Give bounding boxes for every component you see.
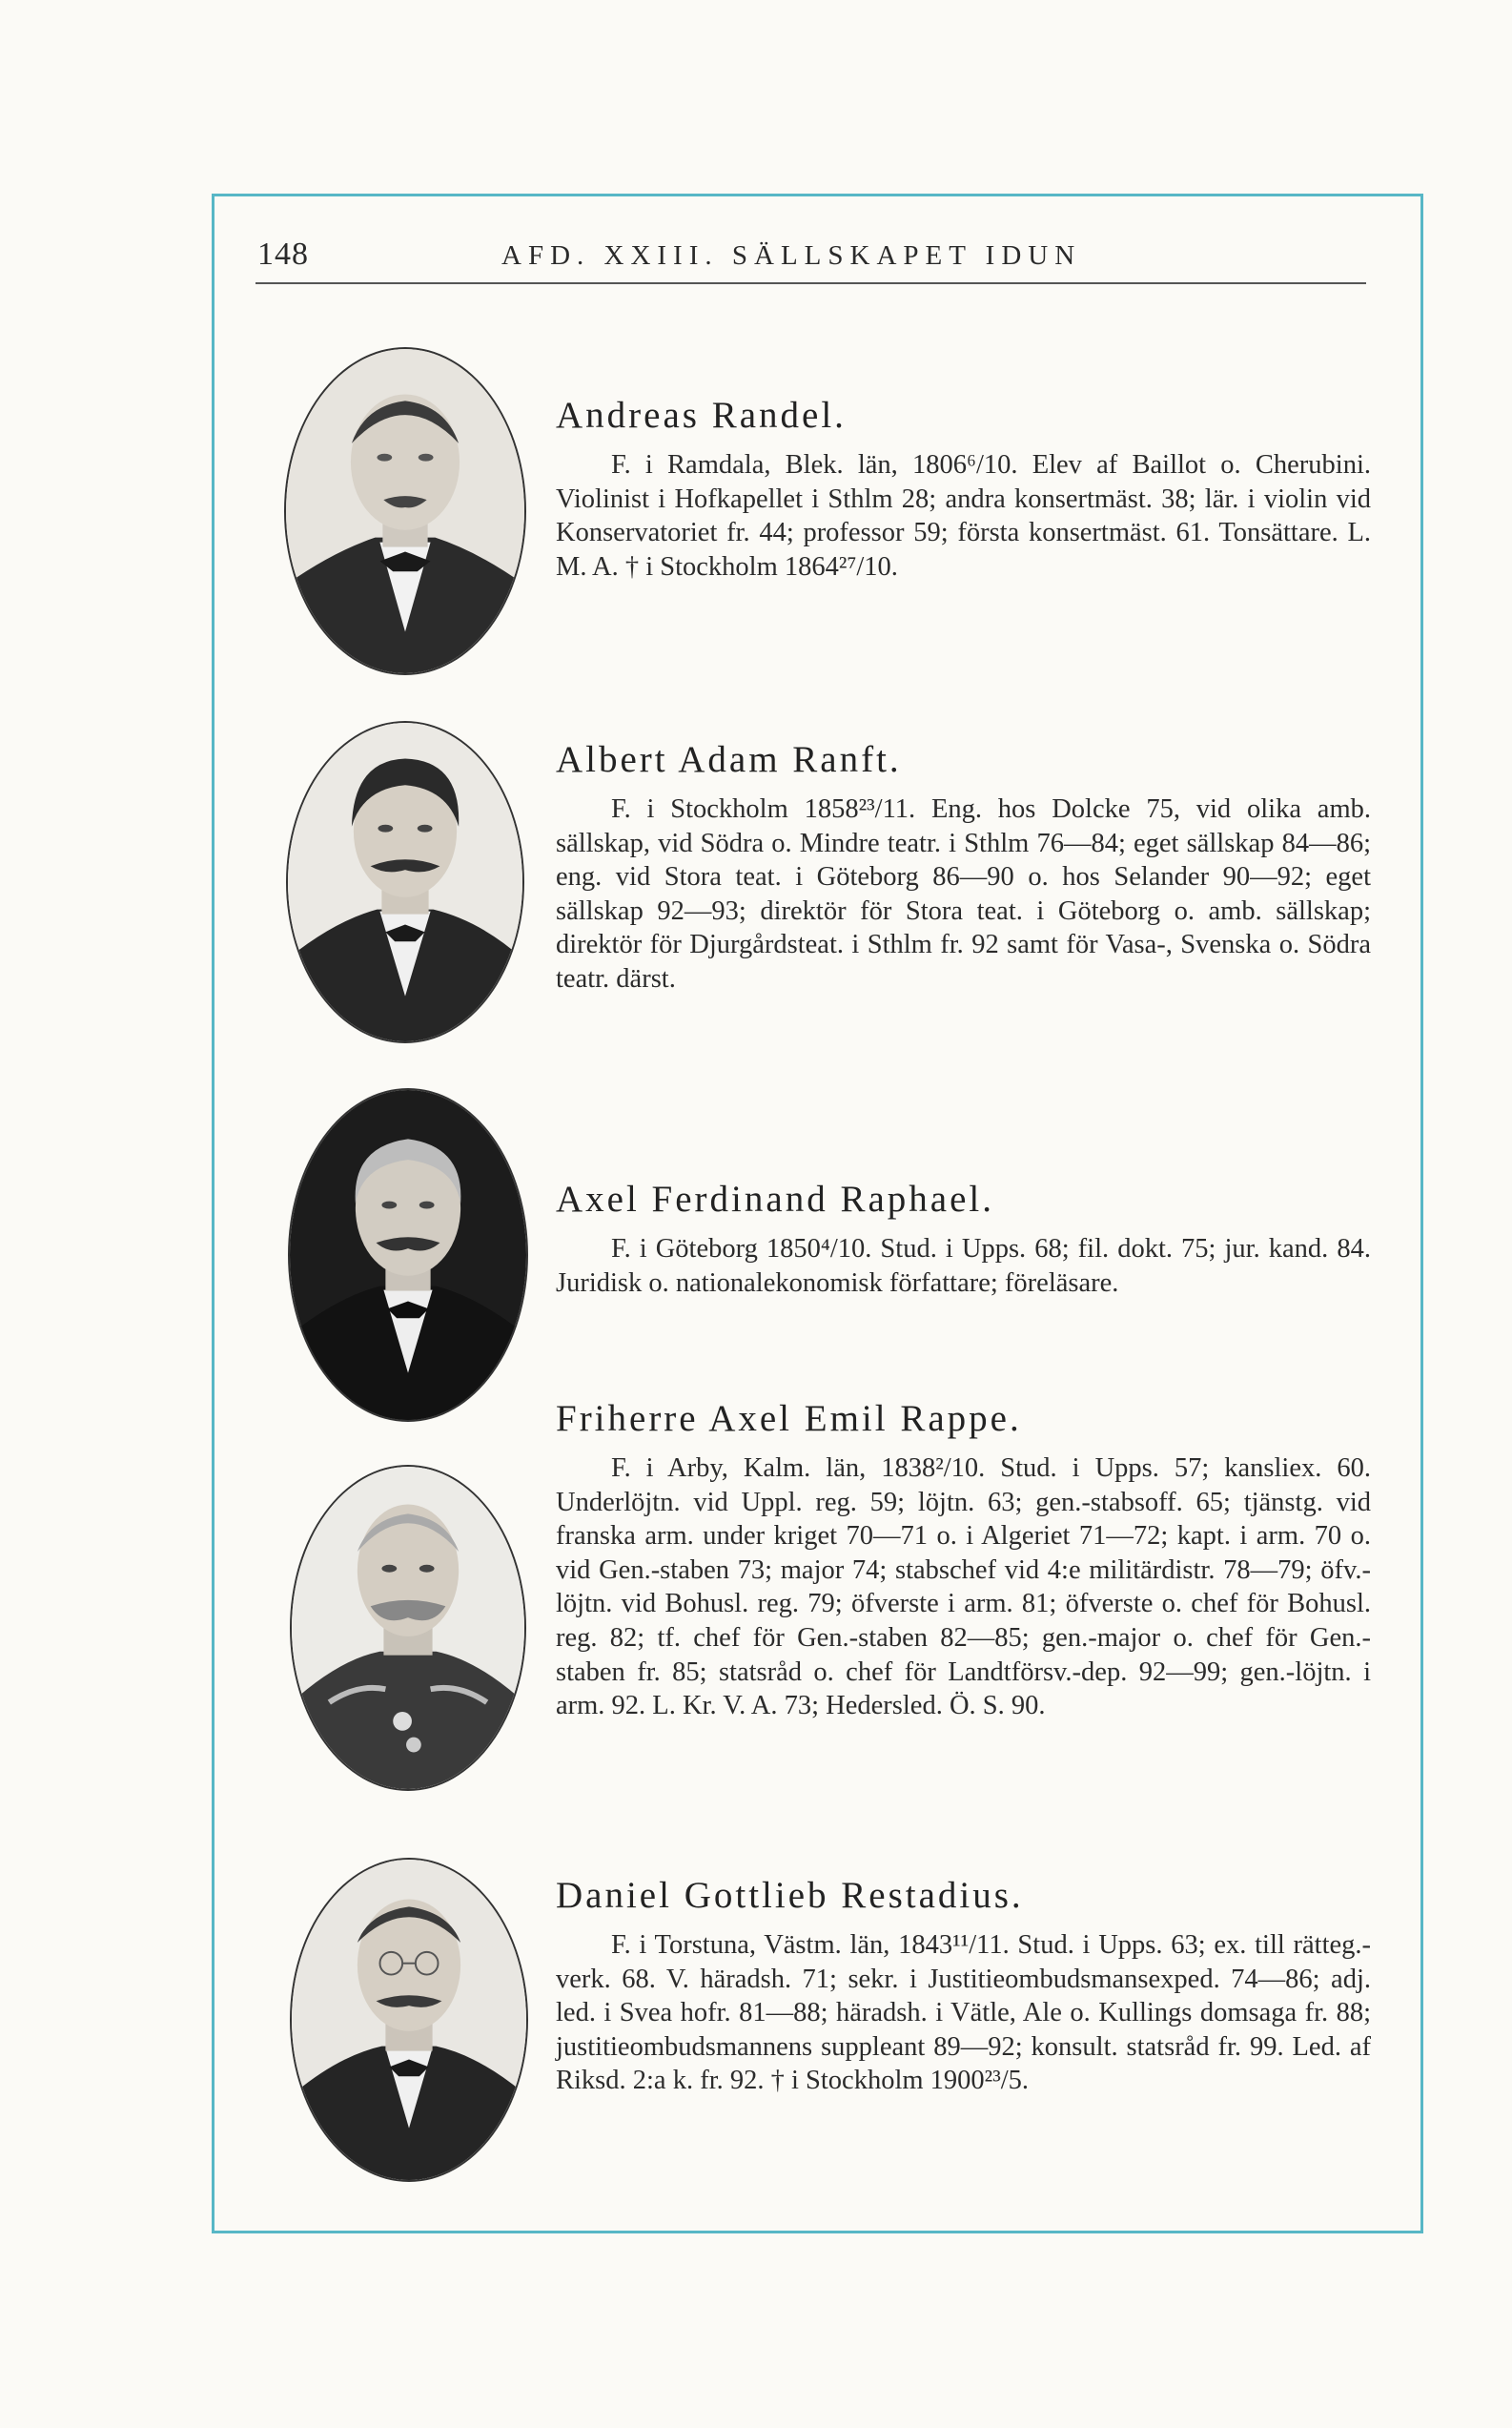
entry-name: Daniel Gottlieb Restadius. (556, 1875, 1024, 1916)
portrait-albert-adam-ranft (286, 721, 524, 1043)
portrait-axel-ferdinand-raphael (288, 1088, 528, 1422)
entry-name: Friherre Axel Emil Rappe. (556, 1398, 1022, 1439)
entry-name: Albert Adam Ranft. (556, 739, 902, 780)
portrait-andreas-randel (284, 347, 526, 675)
entry-bio: F. i Göteborg 1850⁴/10. Stud. i Upps. 68; fil. dokt. 75; jur. kand. 84. Juridisk o. nationalekonomisk författare; föreläsare. (556, 1234, 1371, 1298)
entry-name: Andreas Randel. (556, 395, 847, 436)
entry-andreas-randel (556, 395, 1371, 584)
entry-axel-emil-rappe (556, 1398, 1371, 1723)
entry-bio: F. i Arby, Kalm. län, 1838²/10. Stud. i Upps. 57; kansliex. 60. Underlöjtn. vid Uppl. reg. 59; löjtn. 63; gen.-stabsoff. 65; tjänstg. vid franska arm. under kriget 70—71 o. i Algeriet 71—72; kapt. i arm. 70 o. vid Gen.-staben 73; major 74; stabschef vid 4:e militärdistr. 78—79; öfv.-löjtn. vid Bohusl. reg. 79; öfverste i arm. 81; öfverste o. chef för Bohusl. reg. 82; tf. chef för Gen.-staben 82—85; gen.-major o. chef för Gen.-staben fr. 85; statsråd o. chef för Landtförsv.-dep. 92—99; gen.-löjtn. i arm. 92. L. Kr. V. A. 73; Hedersled. Ö. S. 90. (556, 1453, 1371, 1721)
portrait-axel-emil-rappe (290, 1465, 526, 1791)
entry-albert-adam-ranft (556, 739, 1371, 997)
running-head: AFD. XXIII. SÄLLSKAPET IDUN (501, 240, 1082, 271)
entry-bio: F. i Stockholm 1858²³/11. Eng. hos Dolcke 75, vid olika amb. sällskap, vid Södra o. Mindre teatr. i Sthlm 76—84; eget sällskap 84—86; eng. vid Stora teat. i Göteborg 86—90 o. hos Selander 90—92; eget sällskap 92—93; direktör för Stora teat. i Göteborg o. amb. sällskap; direktör för Djurgårdsteat. i Sthlm fr. 92 samt för Vasa-, Svenska o. Södra teatr. därst. (556, 794, 1371, 994)
page-header (255, 237, 1366, 284)
entry-bio: F. i Torstuna, Västm. län, 1843¹¹/11. Stud. i Upps. 63; ex. till rätteg.-verk. 68. V. häradsh. 71; sekr. i Justitieombudsmansexped. 74—86; adj. led. i Svea hofr. 81—88; häradsh. i Vätle, Ale o. Kullings domsaga fr. 88; justitieombudsmannens suppleant 89—92; konsult. statsråd fr. 99. Led. af Riksd. 2:a k. fr. 92. † i Stockholm 1900²³/5. (556, 1930, 1371, 2096)
entry-daniel-gottlieb-restadius (556, 1875, 1371, 2098)
page-number: 148 (257, 237, 309, 272)
entry-bio: F. i Ramdala, Blek. län, 1806⁶/10. Elev af Baillot o. Cherubini. Violinist i Hofkapellet i Sthlm 28; andra konsertmäst. 38; lär. i violin vid Konservatoriet fr. 44; professor 59; första konsertmäst. 61. Tonsättare. L. M. A. † i Stockholm 1864²⁷/10. (556, 450, 1371, 582)
entry-axel-ferdinand-raphael (556, 1179, 1371, 1300)
portrait-daniel-gottlieb-restadius (290, 1858, 528, 2182)
entry-name: Axel Ferdinand Raphael. (556, 1179, 994, 1220)
